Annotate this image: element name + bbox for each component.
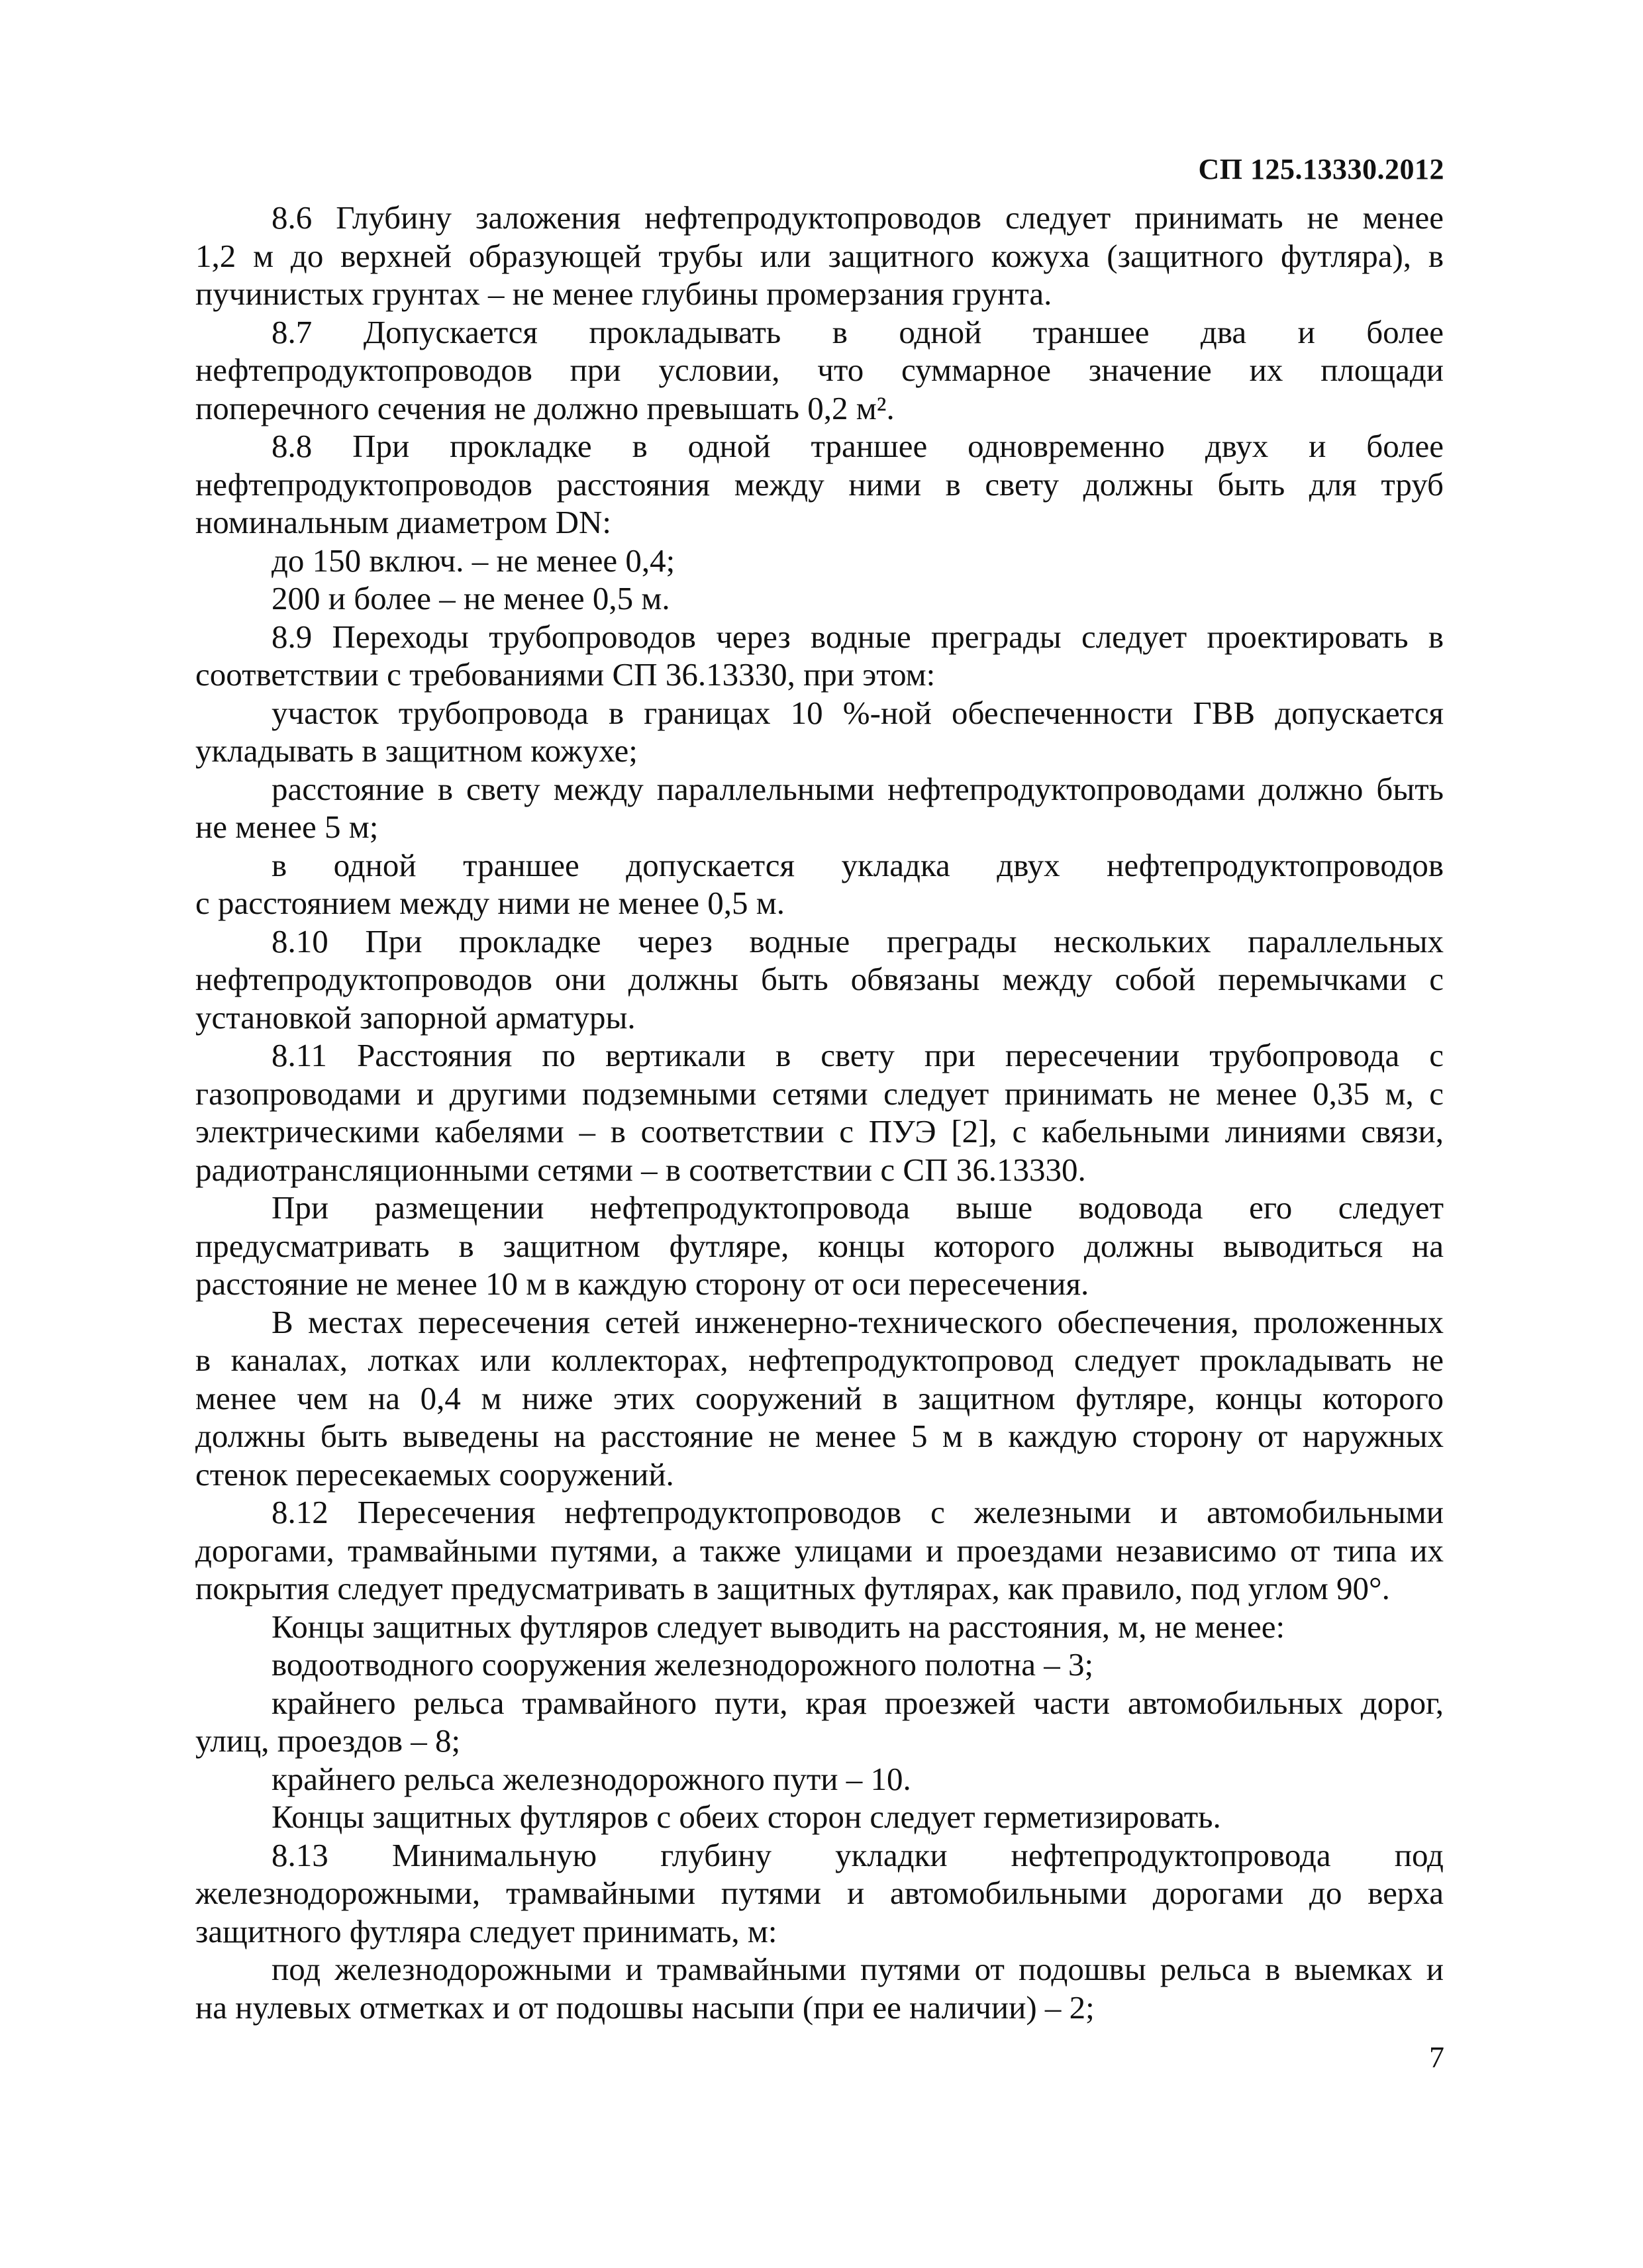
paragraph-8-8: [195, 427, 1444, 542]
paragraph-8-9-c: [195, 846, 1444, 922]
text-line: с расстоянием между ними не менее 0,5 м.: [195, 885, 785, 921]
paragraph-8-6: [195, 199, 1444, 313]
paragraph-8-12-b: [195, 1646, 1444, 1684]
text-line: дорогами, трамвайными путями, а также улицами и проездами независимо от типа их: [195, 1532, 1444, 1569]
text-line: пучинистых грунтах – не менее глубины промерзания грунта.: [195, 275, 1052, 312]
text-line: 8.6 Глубину заложения нефтепродуктопроводов следует принимать не менее: [272, 199, 1444, 236]
text-line: в одной траншее допускается укладка двух нефтепродуктопроводов: [272, 846, 1444, 883]
text-line: крайнего рельса железнодорожного пути – 10.: [272, 1760, 911, 1797]
text-line: Концы защитных футляров следует выводить на расстояния, м, не менее:: [272, 1608, 1285, 1645]
text-line: защитного футляра следует принимать, м:: [195, 1912, 777, 1949]
text-line: должны быть выведены на расстояние не менее 5 м в каждую сторону от наружных: [195, 1418, 1444, 1454]
text-line: участок трубопровода в границах 10 %-ной обеспеченности ГВВ допускается: [272, 694, 1444, 731]
paragraph-8-8-b: [195, 579, 1444, 618]
paragraph-8-11-a: [195, 1189, 1444, 1303]
text-line: нефтепродуктопроводов они должны быть обвязаны между собой перемычками с: [195, 961, 1444, 997]
text-line: железнодорожными, трамвайными путями и автомобильными дорогами до верха: [195, 1875, 1444, 1911]
text-line: нефтепродуктопроводов расстояния между ними в свету должны быть для труб: [195, 466, 1444, 503]
paragraph-8-9-a: [195, 694, 1444, 770]
text-line: расстояние не менее 10 м в каждую сторону от оси пересечения.: [195, 1265, 1089, 1302]
paragraph-8-11-b: [195, 1303, 1444, 1494]
text-line: нефтепродуктопроводов при условии, что суммарное значение их площади: [195, 352, 1444, 388]
document-body: [195, 199, 1444, 2026]
paragraph-8-10: [195, 922, 1444, 1037]
text-line: стенок пересекаемых сооружений.: [195, 1455, 674, 1493]
text-line: менее чем на 0,4 м ниже этих сооружений в защитном футляре, концы которого: [195, 1379, 1444, 1416]
text-line: улиц, проездов – 8;: [195, 1722, 461, 1759]
text-line: электрическими кабелями – в соответствии с ПУЭ [2], с кабельными линиями связи,: [195, 1113, 1444, 1150]
text-line: поперечного сечения не должно превышать 0,2 м².: [195, 389, 895, 426]
paragraph-8-12: [195, 1493, 1444, 1608]
text-line: При размещении нефтепродуктопровода выше водовода его следует: [272, 1189, 1444, 1226]
page-number: 7: [1429, 2040, 1444, 2074]
text-line: предусматривать в защитном футляре, концы которого должны выводиться на: [195, 1227, 1444, 1264]
paragraph-8-12-c: [195, 1684, 1444, 1760]
text-line: укладывать в защитном кожухе;: [195, 732, 638, 769]
text-line: 8.9 Переходы трубопроводов через водные преграды следует проектировать в: [272, 618, 1444, 655]
text-line: под железнодорожными и трамвайными путями от подошвы рельса в выемках и: [272, 1951, 1444, 1987]
text-line: установкой запорной арматуры.: [195, 999, 636, 1036]
text-line: 8.11 Расстояния по вертикали в свету при пересечении трубопровода с: [272, 1037, 1444, 1073]
paragraph-8-11: [195, 1036, 1444, 1189]
paragraph-8-12-e: [195, 1798, 1444, 1836]
paragraph-8-9: [195, 618, 1444, 694]
text-line: не менее 5 м;: [195, 809, 379, 845]
text-line: соответствии с требованиями СП 36.13330, при этом:: [195, 656, 936, 693]
text-line: газопроводами и другими подземными сетями следует принимать не менее 0,35 м, с: [195, 1075, 1444, 1112]
paragraph-8-12-d: [195, 1760, 1444, 1799]
paragraph-8-13: [195, 1836, 1444, 1951]
text-line: 8.13 Минимальную глубину укладки нефтепродуктопровода под: [272, 1836, 1444, 1873]
text-line: на нулевых отметках и от подошвы насыпи (при ее наличии) – 2;: [195, 1989, 1095, 2026]
text-line: в каналах, лотках или коллекторах, нефтепродуктопровод следует прокладывать не: [195, 1342, 1444, 1378]
text-line: номинальным диаметром DN:: [195, 504, 612, 540]
text-line: крайнего рельса трамвайного пути, края проезжей части автомобильных дорог,: [272, 1684, 1444, 1721]
text-line: В местах пересечения сетей инженерно-технического обеспечения, проложенных: [272, 1303, 1444, 1340]
paragraph-8-13-a: [195, 1950, 1444, 2026]
text-line: водоотводного сооружения железнодорожного полотна – 3;: [272, 1646, 1094, 1683]
text-line: до 150 включ. – не менее 0,4;: [272, 542, 675, 579]
text-line: 1,2 м до верхней образующей трубы или защитного кожуха (защитного футляра), в: [195, 237, 1444, 274]
document-code-header: СП 125.13330.2012: [1198, 153, 1444, 185]
text-line: 8.10 При прокладке через водные преграды нескольких параллельных: [272, 922, 1444, 960]
paragraph-8-7: [195, 313, 1444, 428]
text-line: покрытия следует предусматривать в защитных футлярах, как правило, под углом 90°.: [195, 1570, 1390, 1606]
text-line: 8.7 Допускается прокладывать в одной траншее два и более: [272, 313, 1444, 350]
text-line: Концы защитных футляров с обеих сторон следует герметизировать.: [272, 1799, 1221, 1835]
text-line: расстояние в свету между параллельными нефтепродуктопроводами должно быть: [272, 770, 1444, 807]
paragraph-8-12-a: [195, 1608, 1444, 1646]
text-line: радиотрансляционными сетями – в соответствии с СП 36.13330.: [195, 1151, 1086, 1188]
text-line: 200 и более – не менее 0,5 м.: [272, 580, 670, 616]
paragraph-8-9-b: [195, 770, 1444, 846]
text-line: 8.12 Пересечения нефтепродуктопроводов с железными и автомобильными: [272, 1494, 1444, 1530]
text-line: 8.8 При прокладке в одной траншее одновременно двух и более: [272, 428, 1444, 464]
paragraph-8-8-a: [195, 542, 1444, 580]
